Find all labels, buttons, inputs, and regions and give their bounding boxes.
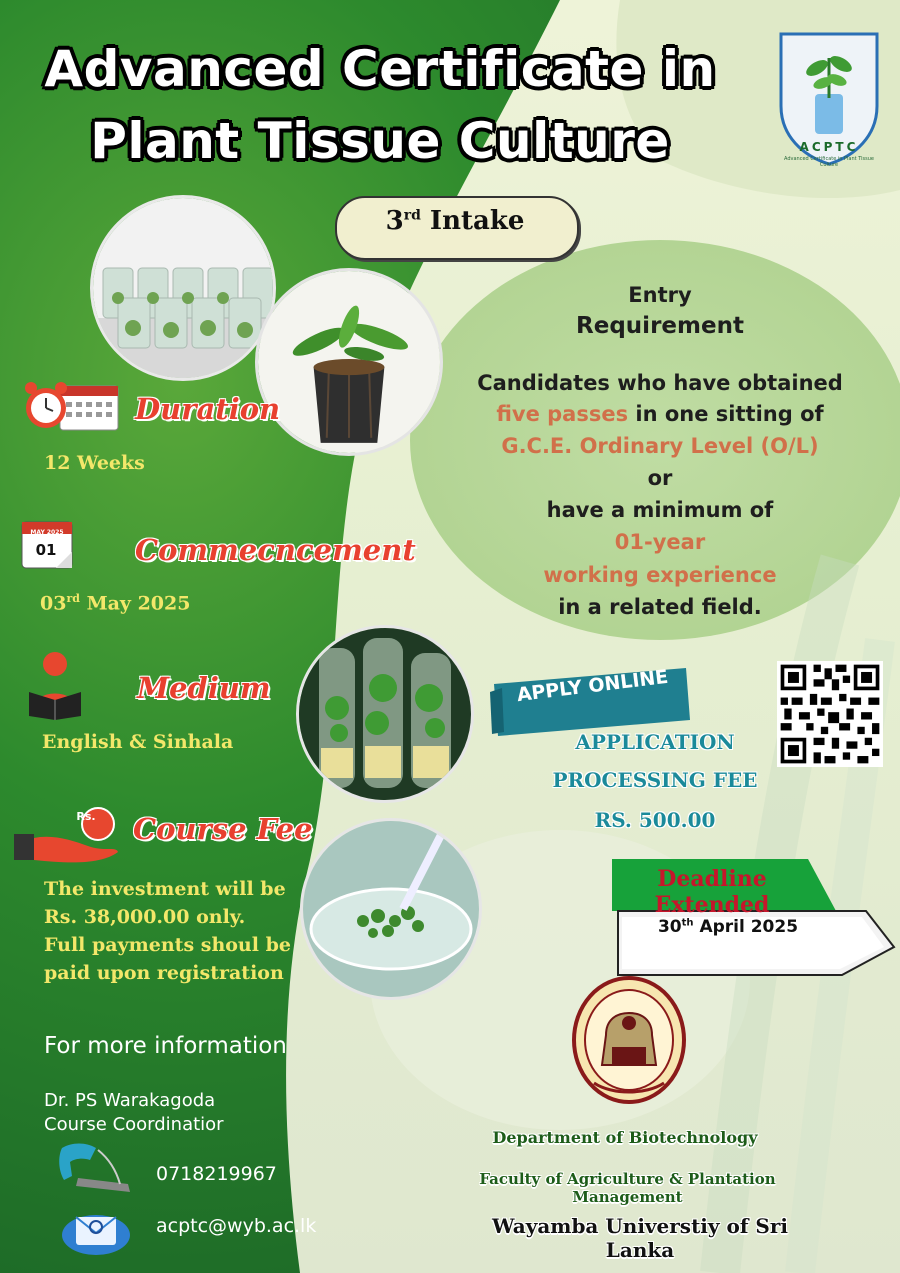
application-fee-amount: RS. 500.00 <box>594 808 716 832</box>
application-fee-line-1: APPLICATION <box>575 730 735 754</box>
photo-petri-dish <box>300 818 482 1000</box>
deadline-label: Deadline Extended <box>654 866 770 918</box>
phone-number[interactable]: 0718219967 <box>156 1163 277 1185</box>
course-fee-label: Course Fee <box>133 812 313 846</box>
hand-coin-icon <box>12 806 120 864</box>
rs-badge: Rs. <box>76 810 96 823</box>
photo-potted-plant <box>255 268 443 456</box>
department-name: Department of Biotechnology <box>492 1128 758 1147</box>
entry-line-5: have a minimum of <box>546 498 774 522</box>
fee-line-2: Rs. 38,000.00 only. <box>44 906 246 928</box>
calendar-day: 01 <box>35 541 57 559</box>
qr-code-icon[interactable] <box>777 661 883 767</box>
entry-line-8: in a related field. <box>558 595 762 619</box>
duration-label: Duration <box>135 392 281 426</box>
medium-label: Medium <box>137 671 271 705</box>
entry-line-2: five passes in one sitting of <box>496 402 824 426</box>
alarm-calendar-icon <box>22 376 122 434</box>
more-info-heading: For more information <box>44 1033 287 1059</box>
coordinator-name: Dr. PS Warakagoda <box>44 1090 216 1111</box>
phone-icon <box>58 1140 138 1195</box>
email-icon <box>60 1205 132 1257</box>
coordinator-role: Course Coordinatior <box>44 1114 224 1135</box>
entry-line-6: 01-year <box>614 530 706 554</box>
university-name: Wayamba Universtiy of Sri Lanka <box>492 1214 788 1262</box>
intake-label: 3rd Intake <box>385 206 525 236</box>
commencement-value: 03rd May 2025 <box>40 592 191 615</box>
photo-test-tubes <box>296 625 474 803</box>
reader-icon <box>25 650 85 720</box>
apply-online-label[interactable]: APPLY ONLINE <box>515 665 670 707</box>
title-line-1: Advanced Certificate in <box>44 40 716 98</box>
calendar-month: MAY 2025 <box>30 529 64 536</box>
title-line-2: Plant Tissue Culture <box>90 112 670 170</box>
photo-culture-jars <box>90 195 276 381</box>
entry-heading-1: Entry <box>628 283 692 307</box>
logo-text: ACPTC <box>799 140 859 154</box>
fee-line-4: paid upon registration <box>44 962 284 984</box>
entry-line-4: or <box>647 466 673 490</box>
deadline-date: 30th April 2025 <box>657 917 799 937</box>
fee-line-3: Full payments shoul be <box>44 934 291 956</box>
entry-heading-2: Requirement <box>576 313 744 339</box>
duration-value: 12 Weeks <box>44 452 145 474</box>
email-address[interactable]: acptc@wyb.ac.lk <box>156 1215 317 1237</box>
fee-line-1: The investment will be <box>44 878 286 900</box>
university-seal-icon <box>572 975 687 1105</box>
entry-line-3: G.C.E. Ordinary Level (O/L) <box>501 434 819 458</box>
medium-value: English & Sinhala <box>42 731 234 753</box>
logo-subtext: Advanced Certificate in Plant Tissue Culture <box>784 156 874 168</box>
entry-line-7: working experience <box>543 563 777 587</box>
commencement-label: Commecncement <box>135 533 416 567</box>
entry-line-1: Candidates who have obtained <box>477 371 843 395</box>
faculty-name: Faculty of Agriculture & Plantation Management <box>479 1170 776 1206</box>
application-fee-line-2: PROCESSING FEE <box>552 768 758 792</box>
